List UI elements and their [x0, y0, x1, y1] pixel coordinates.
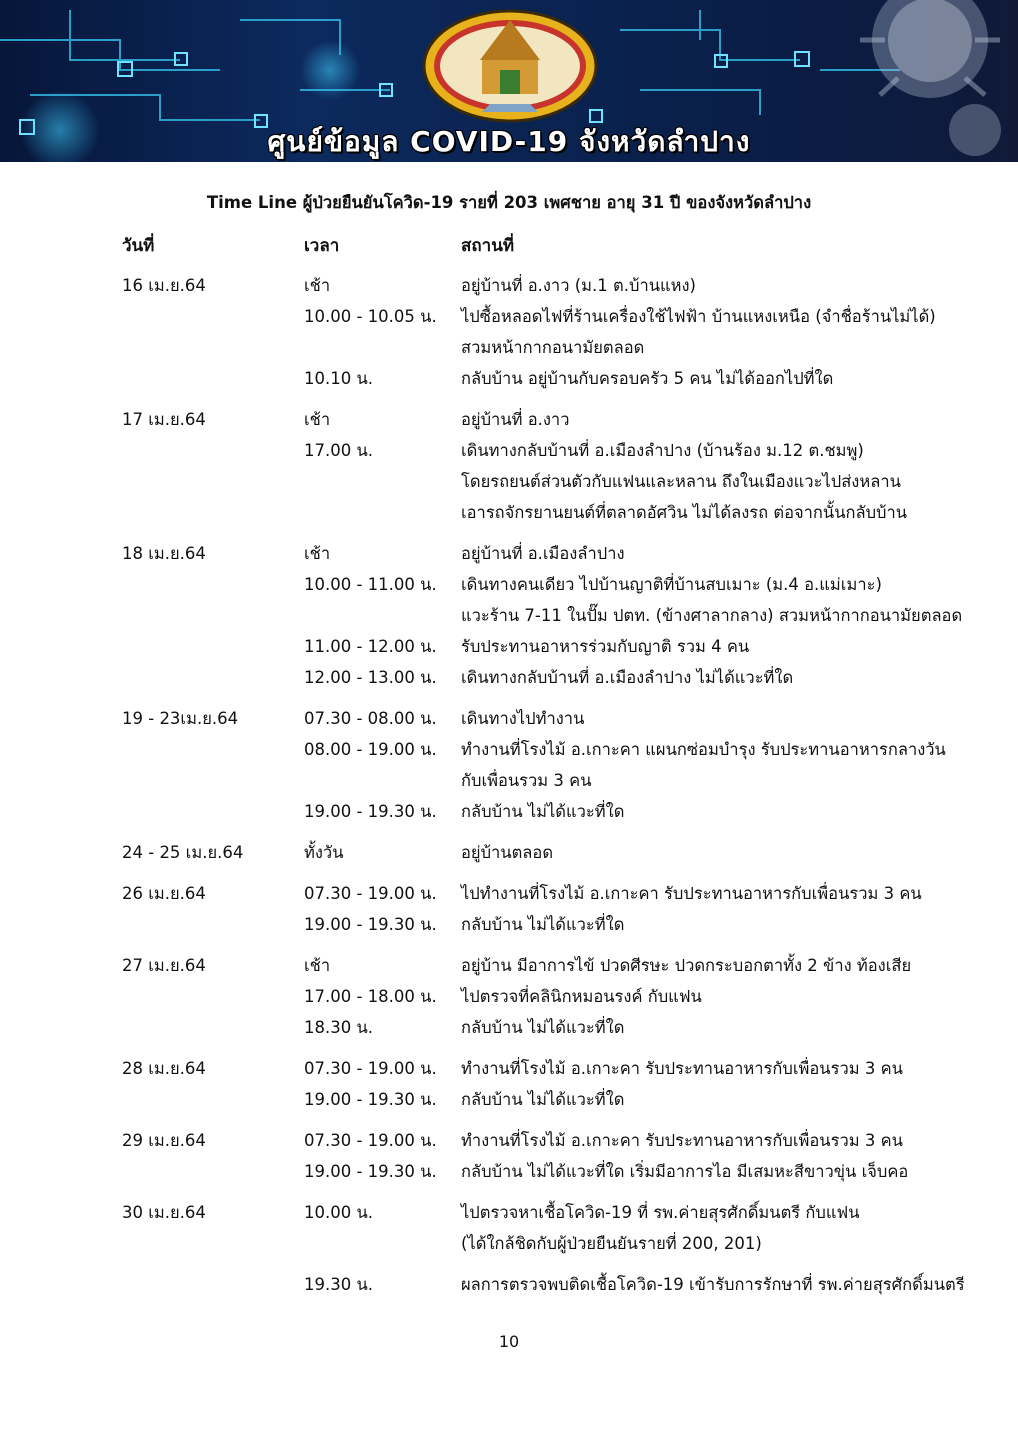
timeline-time: เช้า [304, 410, 331, 429]
column-header-place: สถานที่ [461, 236, 515, 256]
timeline-place: อยู่บ้านที่ อ.เมืองลำปาง [461, 544, 625, 563]
timeline-time: 07.30 - 19.00 น. [304, 1059, 437, 1078]
timeline-place: กลับบ้าน ไม่ได้แวะที่ใด [461, 915, 625, 934]
timeline-time: 19.30 น. [304, 1275, 374, 1294]
timeline-place: รับประทานอาหารร่วมกับญาติ รวม 4 คน [461, 637, 750, 656]
timeline-time: 10.00 - 10.05 น. [304, 307, 437, 326]
timeline-date: 26 เม.ย.64 [122, 884, 206, 903]
timeline-place: ทำงานที่โรงไม้ อ.เกาะคา แผนกซ่อมบำรุง รับประทานอาหารกลางวัน [461, 740, 946, 759]
timeline-date: 28 เม.ย.64 [122, 1059, 206, 1078]
timeline-time: 10.10 น. [304, 369, 374, 388]
timeline-date: 16 เม.ย.64 [122, 276, 206, 295]
timeline-time: เช้า [304, 276, 331, 295]
timeline-date: 19 - 23เม.ย.64 [122, 709, 239, 728]
timeline-date: 18 เม.ย.64 [122, 544, 206, 563]
timeline-time: 17.00 น. [304, 441, 374, 460]
timeline-place: สวมหน้ากากอนามัยตลอด [461, 338, 645, 357]
page-number: 10 [498, 1332, 520, 1351]
timeline-time: 08.00 - 19.00 น. [304, 740, 437, 759]
timeline-time: 07.30 - 19.00 น. [304, 884, 437, 903]
timeline-date: 30 เม.ย.64 [122, 1203, 206, 1222]
timeline-place: (ได้ใกล้ชิดกับผู้ป่วยยืนยันรายที่ 200, 201) [461, 1234, 762, 1253]
timeline-place: ไปทำงานที่โรงไม้ อ.เกาะคา รับประทานอาหารกับเพื่อนรวม 3 คน [461, 884, 922, 903]
timeline-place: กลับบ้าน อยู่บ้านกับครอบครัว 5 คน ไม่ได้ออกไปที่ใด [461, 369, 834, 388]
timeline-time: 18.30 น. [304, 1018, 374, 1037]
timeline-place: ผลการตรวจพบติดเชื้อโควิด-19 เข้ารับการรักษาที่ รพ.ค่ายสุรศักดิ์มนตรี [461, 1275, 965, 1294]
timeline-place: ไปตรวจที่คลินิกหมอนรงค์ กับแฟน [461, 987, 702, 1006]
province-seal-icon [420, 8, 600, 128]
banner-title: ศูนย์ข้อมูล COVID-19 จังหวัดลำปาง [267, 125, 751, 158]
timeline-place: อยู่บ้านที่ อ.งาว [461, 410, 570, 429]
timeline-place: ทำงานที่โรงไม้ อ.เกาะคา รับประทานอาหารกับเพื่อนรวม 3 คน [461, 1131, 903, 1150]
timeline-time: 17.00 - 18.00 น. [304, 987, 437, 1006]
timeline-time: ทั้งวัน [304, 843, 344, 862]
virus-icon [860, 0, 1000, 98]
column-header-time: เวลา [304, 236, 340, 256]
timeline-time: 11.00 - 12.00 น. [304, 637, 437, 656]
timeline-time: 19.00 - 19.30 น. [304, 802, 437, 821]
timeline-time: 12.00 - 13.00 น. [304, 668, 437, 687]
timeline-time: 19.00 - 19.30 น. [304, 1162, 437, 1181]
timeline-place: เดินทางกลับบ้านที่ อ.เมืองลำปาง (บ้านร้อง ม.12 ต.ชมพู) [461, 441, 864, 460]
timeline-place: กลับบ้าน ไม่ได้แวะที่ใด [461, 1018, 625, 1037]
timeline-time: 10.00 น. [304, 1203, 374, 1222]
timeline-place: กลับบ้าน ไม่ได้แวะที่ใด [461, 1090, 625, 1109]
timeline-place: อยู่บ้านตลอด [461, 843, 554, 862]
timeline-date: 24 - 25 เม.ย.64 [122, 843, 244, 862]
timeline-time: 07.30 - 08.00 น. [304, 709, 437, 728]
timeline-time: 19.00 - 19.30 น. [304, 915, 437, 934]
timeline-date: 17 เม.ย.64 [122, 410, 206, 429]
timeline-place: อยู่บ้านที่ อ.งาว (ม.1 ต.บ้านแหง) [461, 276, 696, 295]
timeline-time: 10.00 - 11.00 น. [304, 575, 437, 594]
timeline-place: อยู่บ้าน มีอาการไข้ ปวดศีรษะ ปวดกระบอกตาทั้ง 2 ข้าง ท้องเสีย [461, 956, 912, 975]
header-banner [0, 0, 1018, 162]
column-header-date: วันที่ [122, 236, 155, 256]
timeline-time: 19.00 - 19.30 น. [304, 1090, 437, 1109]
timeline-place: โดยรถยนต์ส่วนตัวกับแฟนและหลาน ถึงในเมืองแวะไปส่งหลาน [461, 472, 901, 491]
timeline-place: ไปตรวจหาเชื้อโควิด-19 ที่ รพ.ค่ายสุรศักดิ์มนตรี กับแฟน [461, 1203, 860, 1222]
timeline-place: เอารถจักรยานยนต์ที่ตลาดอัศวิน ไม่ได้ลงรถ ต่อจากนั้นกลับบ้าน [461, 503, 908, 522]
timeline-place: กลับบ้าน ไม่ได้แวะที่ใด [461, 802, 625, 821]
document-title: Time Line ผู้ป่วยยืนยันโควิด-19 รายที่ 203 เพศชาย อายุ 31 ปี ของจังหวัดลำปาง [206, 193, 812, 212]
timeline-date: 27 เม.ย.64 [122, 956, 206, 975]
timeline-place: เดินทางคนเดียว ไปบ้านญาติที่บ้านสบเมาะ (ม.4 อ.แม่เมาะ) [461, 575, 882, 594]
timeline-time: เช้า [304, 956, 331, 975]
timeline-time: 07.30 - 19.00 น. [304, 1131, 437, 1150]
timeline-place: เดินทางไปทำงาน [461, 709, 585, 728]
timeline-place: แวะร้าน 7-11 ในปั๊ม ปตท. (ข้างศาลากลาง) สวมหน้ากากอนามัยตลอด [461, 606, 963, 625]
timeline-place: เดินทางกลับบ้านที่ อ.เมืองลำปาง ไม่ได้แวะที่ใด [461, 668, 794, 687]
timeline-place: กลับบ้าน ไม่ได้แวะที่ใด เริ่มมีอาการไอ มีเสมหะสีขาวขุ่น เจ็บคอ [461, 1162, 909, 1181]
timeline-place: ทำงานที่โรงไม้ อ.เกาะคา รับประทานอาหารกับเพื่อนรวม 3 คน [461, 1059, 903, 1078]
timeline-place: ไปซื้อหลอดไฟที่ร้านเครื่องใช้ไฟฟ้า บ้านแหงเหนือ (จำชื่อร้านไม่ได้) [461, 307, 936, 326]
timeline-time: เช้า [304, 544, 331, 563]
timeline-place: กับเพื่อนรวม 3 คน [461, 771, 592, 790]
timeline-date: 29 เม.ย.64 [122, 1131, 206, 1150]
